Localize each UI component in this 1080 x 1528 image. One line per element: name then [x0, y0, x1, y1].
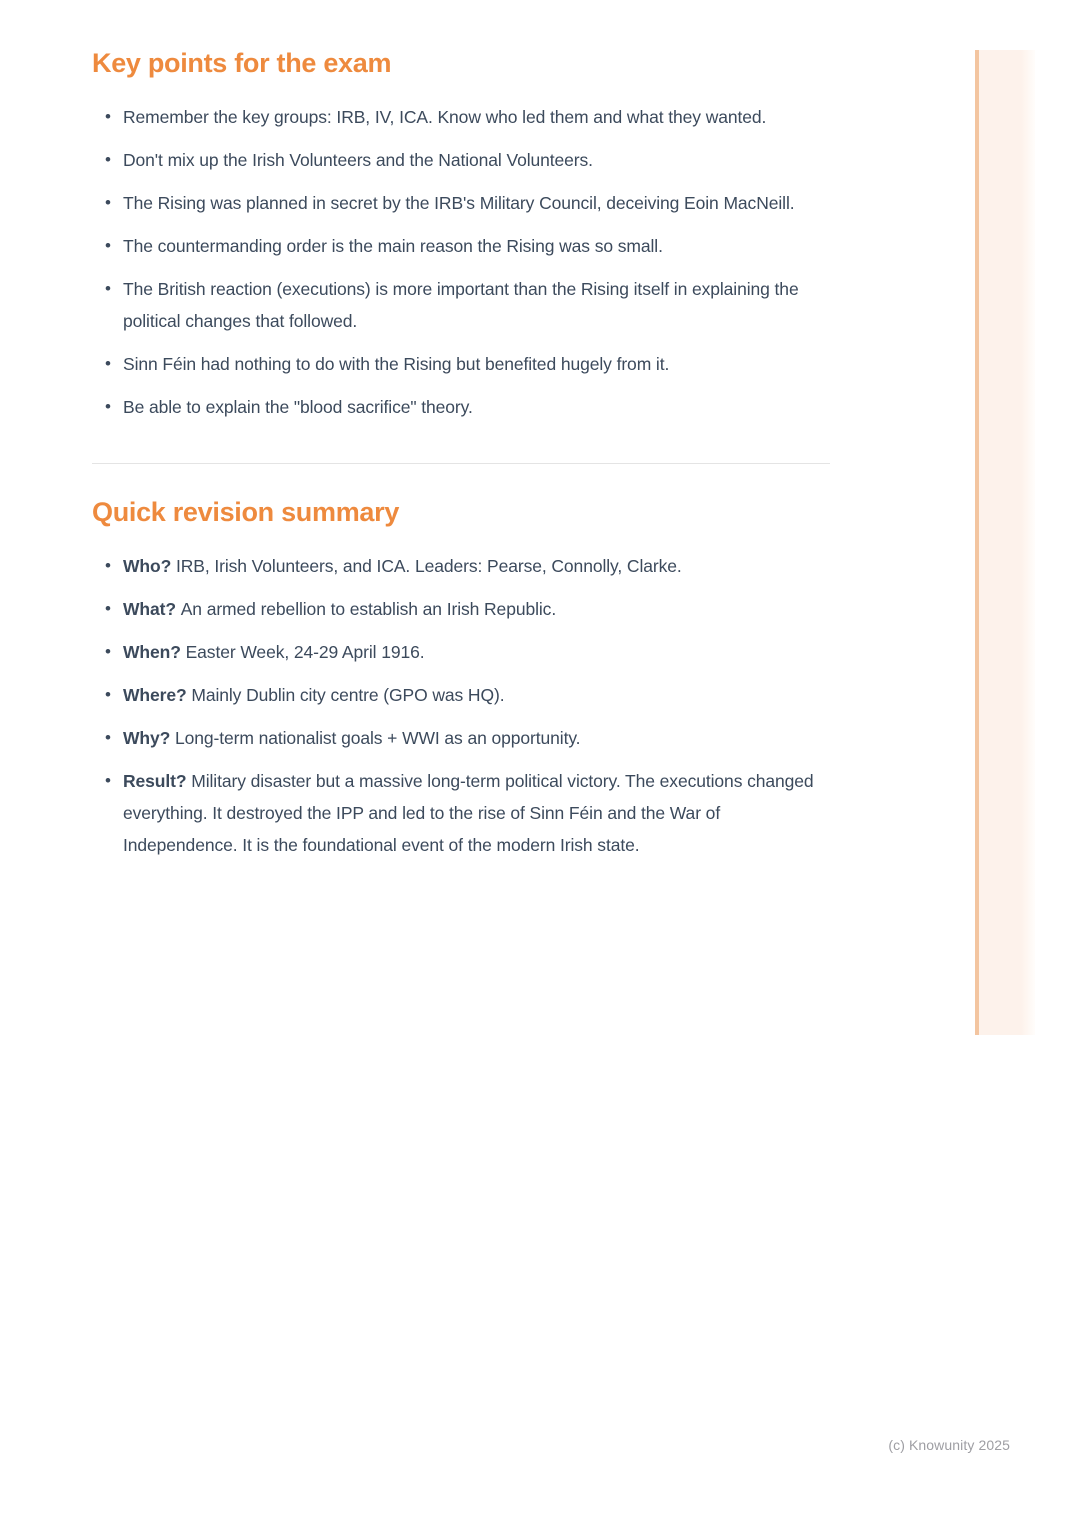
right-accent-panel	[975, 50, 1035, 1035]
bullet-list-quick-revision	[92, 550, 830, 861]
notes-content	[92, 48, 830, 872]
list-item: • The Rising was planned in secret by the IRB's Military Council, deceiving Eoin MacNeill.	[92, 187, 830, 219]
list-item: • The countermanding order is the main reason the Rising was so small.	[92, 230, 830, 262]
list-item: • Who? IRB, Irish Volunteers, and ICA. Leaders: Pearse, Connolly, Clarke.	[92, 550, 830, 582]
section-title-quick-revision: Quick revision summary	[92, 497, 400, 527]
list-item: • When? Easter Week, 24-29 April 1916.	[92, 636, 830, 668]
list-item: • Be able to explain the "blood sacrifice" theory.	[92, 391, 830, 423]
list-item: • Remember the key groups: IRB, IV, ICA. Know who led them and what they wanted.	[92, 101, 830, 133]
list-item: • What? An armed rebellion to establish an Irish Republic.	[92, 593, 830, 625]
bullet-lead: What?	[123, 599, 181, 619]
section-quick-revision	[92, 497, 830, 861]
list-item: • Why? Long-term nationalist goals + WWI as an opportunity.	[92, 722, 830, 754]
section-divider	[92, 463, 830, 464]
bullet-lead: Who?	[123, 556, 176, 576]
list-item: • Result? Military disaster but a massive long-term political victory. The executions changed everything. It destroyed the IPP and led to the rise of Sinn Féin and the War of Independence. It is the foundational event of the modern Irish state.	[92, 765, 830, 861]
section-key-points	[92, 48, 830, 423]
bullet-lead: Where?	[123, 685, 192, 705]
list-item: • Sinn Féin had nothing to do with the Rising but benefited hugely from it.	[92, 348, 830, 380]
bullet-lead: Why?	[123, 728, 175, 748]
copyright-footer: (c) Knowunity 2025	[888, 1437, 1010, 1453]
list-item: • Where? Mainly Dublin city centre (GPO was HQ).	[92, 679, 830, 711]
bullet-list-key-points	[92, 101, 830, 423]
bullet-lead: When?	[123, 642, 186, 662]
list-item: • The British reaction (executions) is more important than the Rising itself in explaining the political changes that followed.	[92, 273, 830, 337]
bullet-lead: Result?	[123, 771, 192, 791]
section-title-key-points: Key points for the exam	[92, 48, 392, 78]
list-item: • Don't mix up the Irish Volunteers and the National Volunteers.	[92, 144, 830, 176]
